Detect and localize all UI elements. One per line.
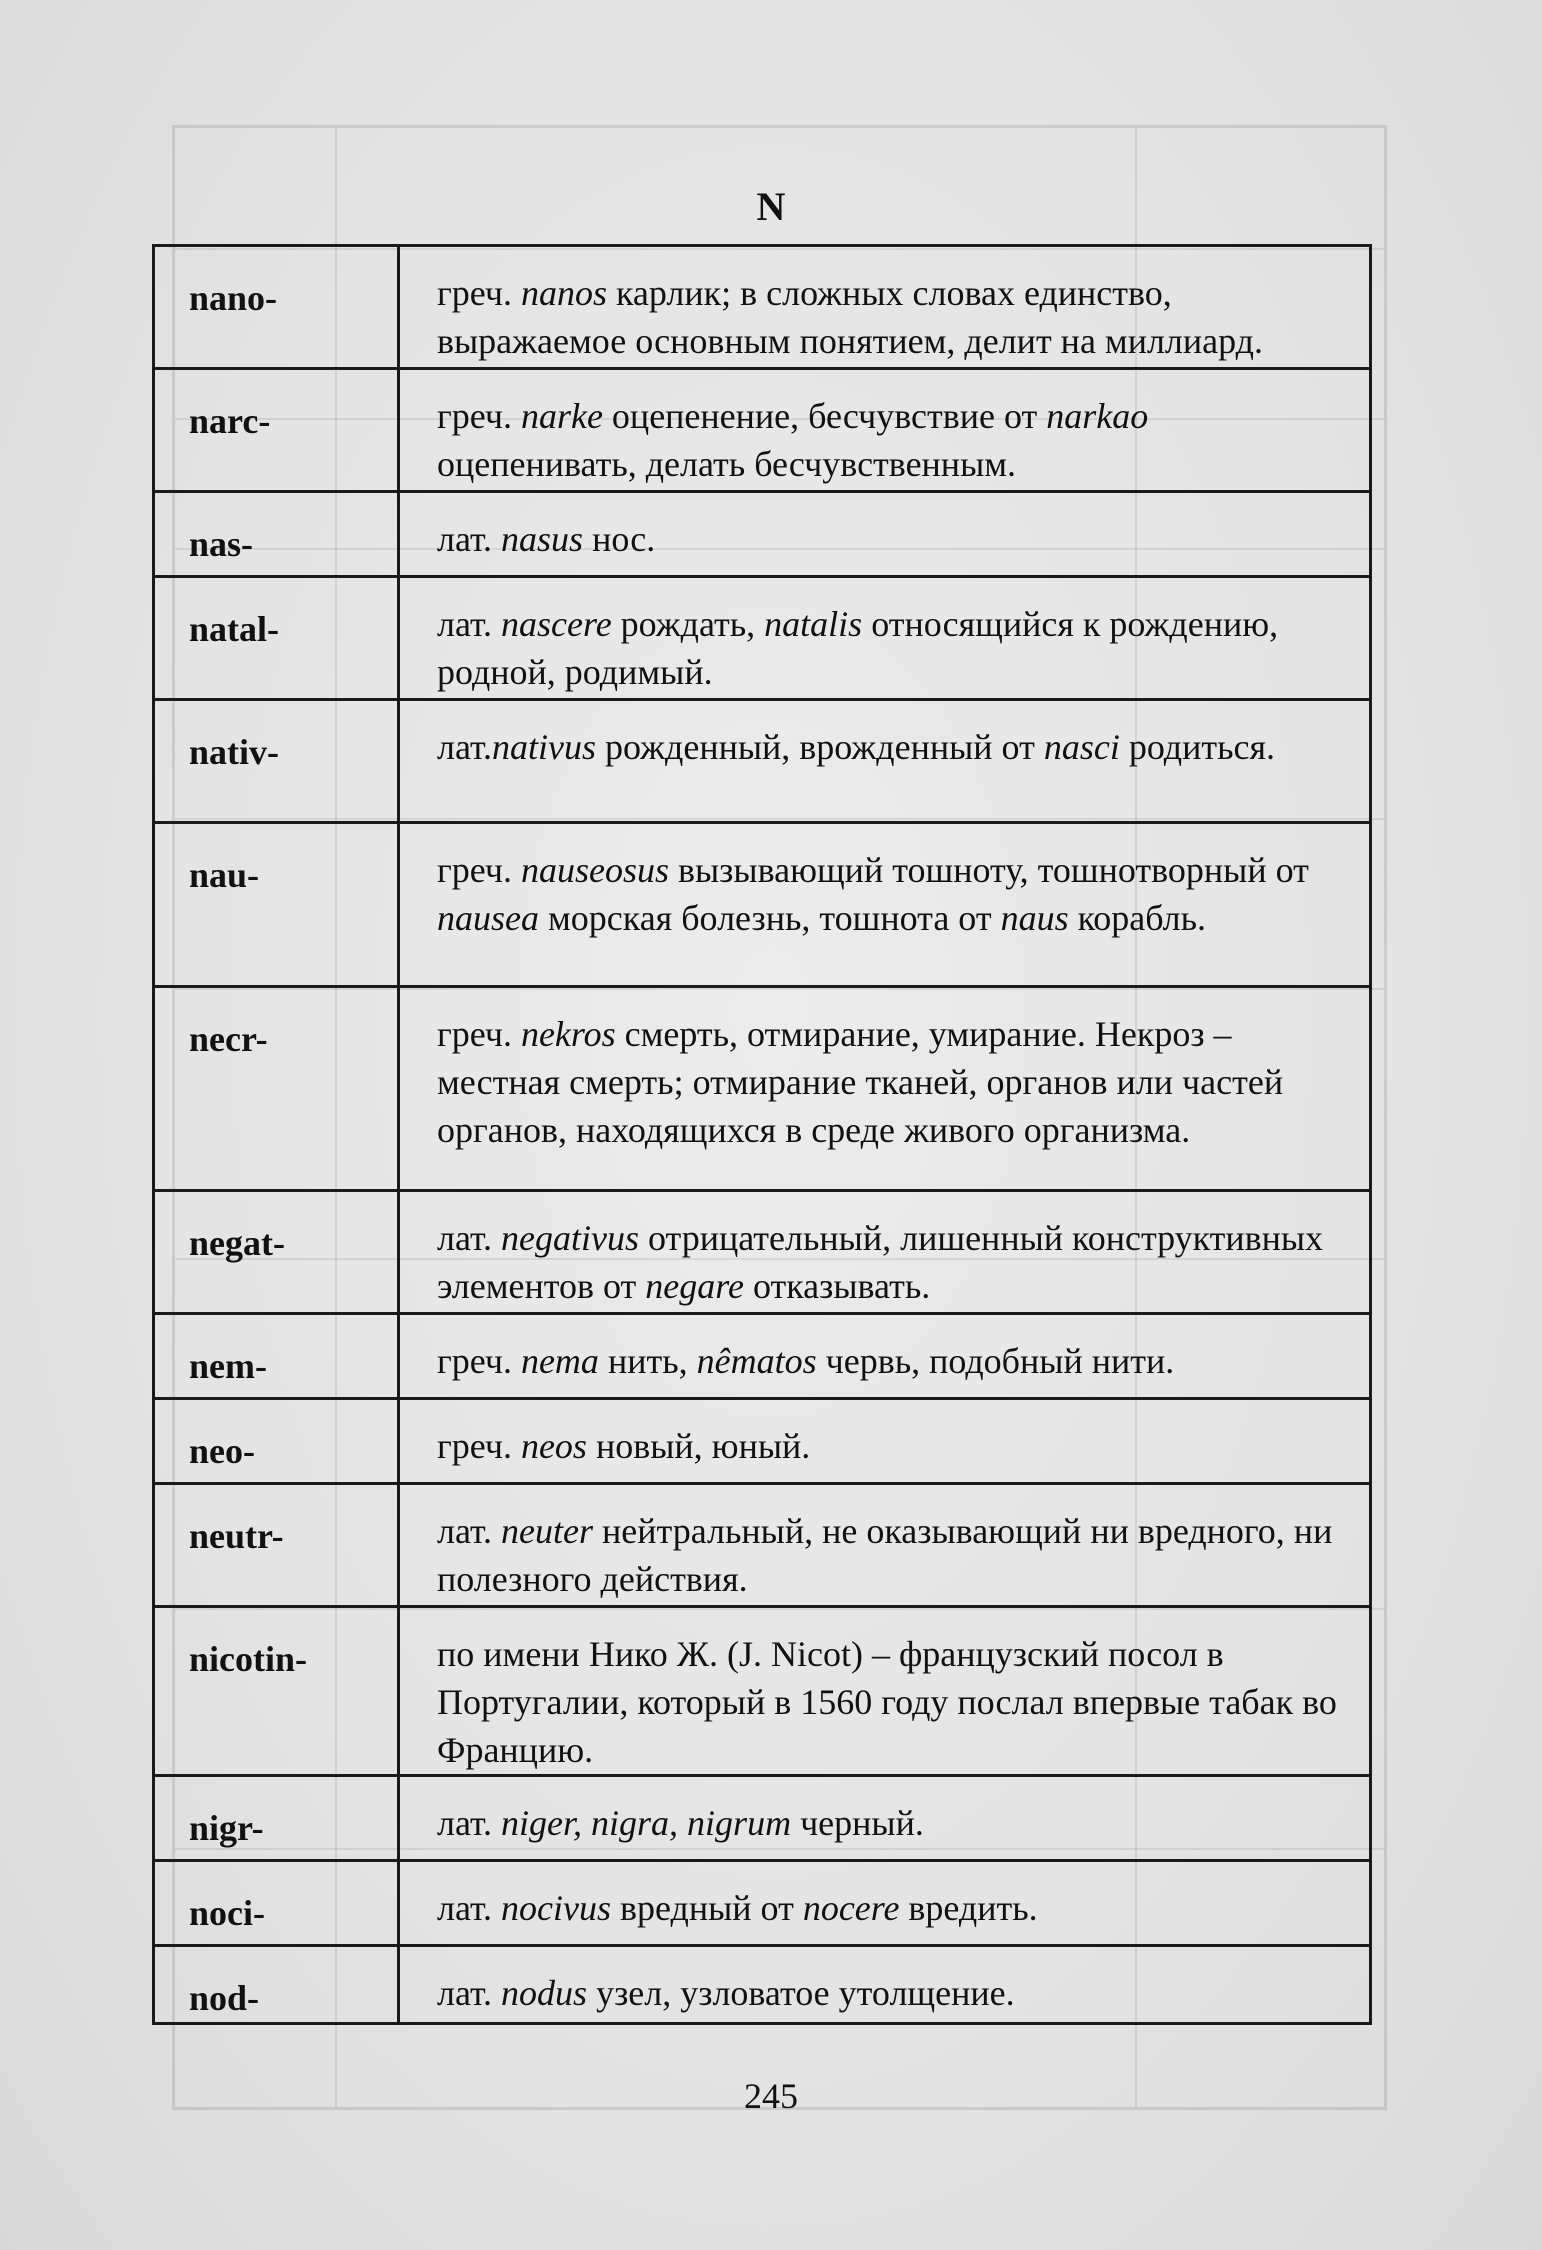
definition-text: нос. [583,519,656,559]
entry-term: nigr- [154,1776,399,1861]
entry-term: narc- [154,369,399,492]
dictionary-row [154,823,1371,987]
definition-text: греч. [437,273,521,313]
dictionary-row [154,369,1371,492]
definition-text: червь, подобный нити. [816,1341,1175,1381]
definition-italic-word: nanos [520,273,607,313]
entry-definition [399,1607,1371,1776]
dictionary-row [154,987,1371,1191]
definition-italic-word: nodus [501,1973,588,2013]
dictionary-row [154,1484,1371,1607]
entry-definition [399,246,1371,369]
definition-italic-word: naus [1000,898,1069,938]
definition-text: нейтральный, не оказывающий ни вредного, ни полезного действия. [437,1511,1333,1599]
dictionary-row [154,577,1371,700]
dictionary-row [154,1946,1371,2024]
entry-term: neutr- [154,1484,399,1607]
definition-italic-word: nocivus [501,1888,612,1928]
definition-text: морская болезнь, тошнота от [539,898,1001,938]
entry-term: neo- [154,1399,399,1484]
definition-text: рождать, [611,604,765,644]
dictionary-row [154,1191,1371,1314]
definition-text: узел, узловатое утолщение. [587,1973,1015,2013]
dictionary-row [154,1861,1371,1946]
definition-text: рожденный, врожденный от [596,727,1044,767]
definition-text: лат. [437,1511,502,1551]
definition-italic-word: natalis [764,604,863,644]
entry-term: natal- [154,577,399,700]
entry-term: noci- [154,1861,399,1946]
definition-text: лат. [437,1973,502,2013]
definition-text: карлик; в сложных словах единство, выражаемое основным понятием, делит на миллиард. [437,273,1263,361]
definition-italic-word: nêmatos [696,1341,817,1381]
definition-text: вредный от [611,1888,803,1928]
entry-definition [399,823,1371,987]
definition-text: лат. [437,1803,502,1843]
definition-text: относящийся к рождению, родной, родимый. [437,604,1279,692]
definition-italic-word: niger, nigra, nigrum [501,1803,792,1843]
definition-text: лат. [437,1218,502,1258]
definition-italic-word: nativus [492,727,597,767]
entry-term: nano- [154,246,399,369]
entry-definition [399,987,1371,1191]
definition-italic-word: nausea [437,898,539,938]
entry-definition [399,369,1371,492]
definition-italic-word: narkao [1046,396,1149,436]
entry-definition [399,1191,1371,1314]
definition-text: лат. [437,604,502,644]
definition-italic-word: nekros [520,1014,616,1054]
definition-italic-word: nauseosus [520,850,669,890]
definition-italic-word: nocere [802,1888,900,1928]
entry-definition [399,492,1371,577]
definition-text: по имени Нико Ж. (J. Nicot) – французский посол в Португалии, который в 1560 году послал впервые табак во Францию. [437,1634,1337,1770]
entry-definition [399,1484,1371,1607]
definition-text: черный. [791,1803,924,1843]
entry-term: nas- [154,492,399,577]
entry-definition [399,1399,1371,1484]
definition-text: родиться. [1119,727,1276,767]
entry-definition [399,1946,1371,2024]
entry-term: nicotin- [154,1607,399,1776]
dictionary-row [154,246,1371,369]
entry-term: nem- [154,1314,399,1399]
definition-text: лат. [437,519,502,559]
definition-text: отказывать. [743,1266,931,1306]
section-letter: N [756,184,786,229]
dictionary-row [154,1399,1371,1484]
entry-term: nativ- [154,700,399,823]
definition-text: греч. [437,396,521,436]
dictionary-row [154,1607,1371,1776]
dictionary-row [154,1776,1371,1861]
dictionary-table [152,244,1372,2025]
definition-text: оцепенивать, делать бесчувственным. [437,444,1017,484]
entry-definition [399,700,1371,823]
entry-term: nod- [154,1946,399,2024]
definition-text: лат. [437,727,493,767]
definition-italic-word: nascere [501,604,612,644]
definition-text: новый, юный. [586,1426,811,1466]
definition-italic-word: neos [520,1426,587,1466]
entry-term: necr- [154,987,399,1191]
definition-italic-word: negare [645,1266,744,1306]
definition-italic-word: nema [520,1341,599,1381]
definition-italic-word: nasus [501,519,584,559]
definition-text: лат. [437,1888,502,1928]
definition-text: нить, [598,1341,697,1381]
definition-text: оцепенение, бесчувствие от [602,396,1047,436]
definition-text: корабль. [1068,898,1207,938]
definition-text: отрицательный, лишенный конструктивных элементов от [437,1218,1324,1306]
definition-italic-word: narke [520,396,603,436]
entry-term: nau- [154,823,399,987]
definition-text: греч. [437,1014,521,1054]
page-number: 245 [744,2076,798,2116]
definition-text: греч. [437,1341,521,1381]
dictionary-row [154,1314,1371,1399]
definition-text: греч. [437,1426,521,1466]
definition-italic-word: nasci [1043,727,1120,767]
entry-definition [399,1861,1371,1946]
definition-text: греч. [437,850,521,890]
definition-italic-word: neuter [501,1511,594,1551]
definition-text: вредить. [899,1888,1038,1928]
entry-term: negat- [154,1191,399,1314]
dictionary-row [154,700,1371,823]
entry-definition [399,577,1371,700]
entry-definition [399,1314,1371,1399]
definition-italic-word: negativus [501,1218,640,1258]
definition-text: вызывающий тошноту, тошнотворный от [668,850,1309,890]
entry-definition [399,1776,1371,1861]
dictionary-row [154,492,1371,577]
definition-text: смерть, отмирание, умирание. Некроз – местная смерть; отмирание тканей, органов или частей органов, находящихся в среде живого организма. [437,1014,1284,1150]
